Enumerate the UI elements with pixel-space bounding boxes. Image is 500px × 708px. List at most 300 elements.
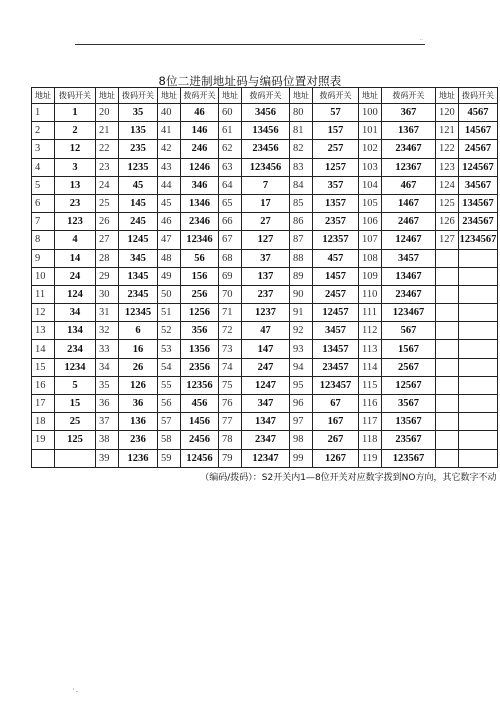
dip-code-cell: 7	[242, 176, 290, 194]
dip-code-cell: 46	[181, 104, 219, 122]
dip-code-cell	[459, 322, 498, 340]
dip-code-cell: 2567	[382, 358, 436, 376]
dip-code-cell: 23	[55, 194, 96, 212]
dip-code-cell: 246	[181, 140, 219, 158]
address-cell: 83	[290, 158, 313, 176]
address-cell: 94	[290, 358, 313, 376]
dip-code-cell: 3456	[242, 104, 290, 122]
dip-code-cell: 23567	[382, 431, 436, 449]
header-mark: ..	[420, 36, 423, 42]
address-cell: 27	[96, 231, 119, 249]
table-row	[32, 395, 498, 413]
dip-code-cell: 1347	[242, 413, 290, 431]
address-cell: 92	[290, 322, 313, 340]
address-cell: 86	[290, 213, 313, 231]
address-cell: 111	[359, 304, 382, 322]
dip-code-cell: 356	[181, 322, 219, 340]
header-address: 地址	[290, 88, 313, 104]
address-cell: 20	[96, 104, 119, 122]
address-cell: 85	[290, 194, 313, 212]
dip-code-cell: 67	[313, 395, 359, 413]
dip-code-cell: 34	[55, 304, 96, 322]
address-cell: 76	[219, 395, 242, 413]
dip-code-cell: 1357	[313, 194, 359, 212]
dip-code-cell: 3457	[313, 322, 359, 340]
dip-code-cell: 345	[119, 249, 158, 267]
address-cell: 114	[359, 358, 382, 376]
address-cell: 34	[96, 358, 119, 376]
address-cell: 125	[436, 194, 459, 212]
address-cell: 40	[158, 104, 181, 122]
dip-code-cell	[55, 449, 96, 467]
address-cell: 96	[290, 395, 313, 413]
dip-code-cell: 357	[313, 176, 359, 194]
dip-code-cell: 12367	[382, 158, 436, 176]
dip-code-cell	[459, 249, 498, 267]
address-cell: 43	[158, 158, 181, 176]
address-cell	[436, 304, 459, 322]
dip-code-cell: 1367	[382, 122, 436, 140]
address-cell: 5	[32, 176, 55, 194]
dip-code-cell: 1345	[119, 267, 158, 285]
dip-code-cell: 25	[55, 413, 96, 431]
address-cell: 84	[290, 176, 313, 194]
dip-code-cell: 1237	[242, 304, 290, 322]
address-cell: 11	[32, 285, 55, 303]
address-cell: 4	[32, 158, 55, 176]
dip-code-cell: 1236	[119, 449, 158, 467]
table-row	[32, 158, 498, 176]
address-cell: 103	[359, 158, 382, 176]
dip-code-cell: 2345	[119, 285, 158, 303]
table-note: （编码/拨码）：S2开关内1—8位开关对应数字拨到NO方向，其它数字不动	[200, 472, 497, 483]
address-cell: 69	[219, 267, 242, 285]
address-cell: 30	[96, 285, 119, 303]
address-cell: 98	[290, 431, 313, 449]
address-cell: 112	[359, 322, 382, 340]
address-cell: 23	[96, 158, 119, 176]
table-row	[32, 376, 498, 394]
dip-code-cell: 347	[242, 395, 290, 413]
table-row	[32, 122, 498, 140]
header-dip-switch: 拨码开关	[459, 88, 498, 104]
header-dip-switch: 拨码开关	[119, 88, 158, 104]
table-row	[32, 213, 498, 231]
dip-code-cell: 127	[242, 231, 290, 249]
table-row	[32, 322, 498, 340]
address-cell: 121	[436, 122, 459, 140]
dip-code-cell: 37	[242, 249, 290, 267]
dip-code-cell: 467	[382, 176, 436, 194]
address-cell	[32, 449, 55, 467]
address-cell: 110	[359, 285, 382, 303]
address-cell: 52	[158, 322, 181, 340]
dip-code-cell: 146	[181, 122, 219, 140]
dip-code-cell: 346	[181, 176, 219, 194]
address-cell: 97	[290, 413, 313, 431]
table-row	[32, 194, 498, 212]
dip-code-cell: 1247	[242, 376, 290, 394]
dip-code-cell: 4567	[459, 104, 498, 122]
address-cell: 81	[290, 122, 313, 140]
address-cell: 116	[359, 395, 382, 413]
header-address: 地址	[32, 88, 55, 104]
dip-code-cell: 23456	[242, 140, 290, 158]
dip-code-cell: 6	[119, 322, 158, 340]
dip-code-cell	[459, 267, 498, 285]
address-cell: 35	[96, 376, 119, 394]
dip-code-cell: 234567	[459, 213, 498, 231]
address-cell: 21	[96, 122, 119, 140]
table-row	[32, 267, 498, 285]
dip-code-cell: 123457	[313, 376, 359, 394]
dip-code-cell: 125	[55, 431, 96, 449]
dip-code-cell: 12457	[313, 304, 359, 322]
dip-code-cell: 2467	[382, 213, 436, 231]
address-cell: 31	[96, 304, 119, 322]
note-row	[32, 467, 498, 485]
dip-code-cell: 2357	[313, 213, 359, 231]
address-cell: 122	[436, 140, 459, 158]
address-cell: 123	[436, 158, 459, 176]
dip-code-cell: 12345	[119, 304, 158, 322]
dip-code-cell: 236	[119, 431, 158, 449]
dip-code-cell	[459, 285, 498, 303]
dip-code-cell: 12357	[313, 231, 359, 249]
dip-code-cell: 13567	[382, 413, 436, 431]
address-cell: 108	[359, 249, 382, 267]
address-cell: 91	[290, 304, 313, 322]
table-row	[32, 413, 498, 431]
dip-code-cell: 47	[242, 322, 290, 340]
address-cell	[436, 322, 459, 340]
dip-code-cell: 124	[55, 285, 96, 303]
dip-code-cell: 2	[55, 122, 96, 140]
address-cell: 58	[158, 431, 181, 449]
dip-code-cell: 235	[119, 140, 158, 158]
dip-code-cell: 12456	[181, 449, 219, 467]
address-cell: 105	[359, 194, 382, 212]
page-title: 8位二进制地址码与编码位置对照表	[158, 74, 342, 88]
dip-code-cell: 5	[55, 376, 96, 394]
dip-code-cell: 137	[242, 267, 290, 285]
address-cell: 55	[158, 376, 181, 394]
address-cell: 124	[436, 176, 459, 194]
dip-code-cell: 27	[242, 213, 290, 231]
address-cell	[436, 340, 459, 358]
address-cell: 37	[96, 413, 119, 431]
dip-code-cell: 1234	[55, 358, 96, 376]
dip-code-cell: 3	[55, 158, 96, 176]
header-dip-switch: 拨码开关	[55, 88, 96, 104]
dip-code-cell: 123	[55, 213, 96, 231]
dip-code-cell: 123567	[382, 449, 436, 467]
address-cell: 38	[96, 431, 119, 449]
address-cell: 6	[32, 194, 55, 212]
address-cell: 7	[32, 213, 55, 231]
address-cell: 87	[290, 231, 313, 249]
header-dip-switch: 拨码开关	[181, 88, 219, 104]
address-cell	[436, 267, 459, 285]
dip-code-cell: 45	[119, 176, 158, 194]
table-header-row	[32, 88, 498, 104]
address-cell: 101	[359, 122, 382, 140]
address-cell: 2	[32, 122, 55, 140]
address-cell	[436, 413, 459, 431]
dip-code-cell	[459, 340, 498, 358]
dip-code-cell: 1346	[181, 194, 219, 212]
dip-code-cell: 134	[55, 322, 96, 340]
dip-code-cell: 13	[55, 176, 96, 194]
dip-code-cell: 457	[313, 249, 359, 267]
dip-code-cell: 23467	[382, 140, 436, 158]
dip-code-cell: 15	[55, 395, 96, 413]
dip-code-cell: 12	[55, 140, 96, 158]
header-address: 地址	[219, 88, 242, 104]
address-cell: 36	[96, 395, 119, 413]
address-cell: 25	[96, 194, 119, 212]
address-cell: 106	[359, 213, 382, 231]
address-cell: 80	[290, 104, 313, 122]
dip-code-cell	[459, 395, 498, 413]
dip-code-cell: 1256	[181, 304, 219, 322]
address-cell: 42	[158, 140, 181, 158]
dip-code-cell: 234	[55, 340, 96, 358]
dip-code-cell: 2456	[181, 431, 219, 449]
address-cell: 126	[436, 213, 459, 231]
dip-code-cell: 1	[55, 104, 96, 122]
dip-code-cell: 1245	[119, 231, 158, 249]
header-rule	[75, 44, 425, 45]
address-cell: 59	[158, 449, 181, 467]
table-row	[32, 104, 498, 122]
dip-code-cell: 123456	[242, 158, 290, 176]
dip-code-cell: 12347	[242, 449, 290, 467]
dip-code-cell: 456	[181, 395, 219, 413]
dip-code-cell: 24567	[459, 140, 498, 158]
dip-code-cell: 1457	[313, 267, 359, 285]
address-cell: 17	[32, 395, 55, 413]
address-cell: 1	[32, 104, 55, 122]
address-cell: 53	[158, 340, 181, 358]
dip-code-cell: 14567	[459, 122, 498, 140]
address-cell: 102	[359, 140, 382, 158]
dip-code-cell: 2457	[313, 285, 359, 303]
address-cell: 78	[219, 431, 242, 449]
dip-code-cell: 126	[119, 376, 158, 394]
address-cell: 49	[158, 267, 181, 285]
address-cell: 68	[219, 249, 242, 267]
address-cell: 16	[32, 376, 55, 394]
address-cell: 72	[219, 322, 242, 340]
dip-code-cell: 12467	[382, 231, 436, 249]
address-cell: 90	[290, 285, 313, 303]
dip-code-cell: 1267	[313, 449, 359, 467]
dip-code-cell: 2347	[242, 431, 290, 449]
dip-code-cell: 134567	[459, 194, 498, 212]
dip-code-cell	[459, 376, 498, 394]
address-cell: 62	[219, 140, 242, 158]
dip-code-cell: 35	[119, 104, 158, 122]
dip-code-cell	[459, 304, 498, 322]
dip-code-cell: 157	[313, 122, 359, 140]
address-cell: 19	[32, 431, 55, 449]
address-cell: 15	[32, 358, 55, 376]
address-cell: 14	[32, 340, 55, 358]
address-cell: 48	[158, 249, 181, 267]
dip-code-cell: 36	[119, 395, 158, 413]
address-cell: 64	[219, 176, 242, 194]
header-dip-switch: 拨码开关	[313, 88, 359, 104]
dip-code-cell: 1467	[382, 194, 436, 212]
address-cell: 8	[32, 231, 55, 249]
dip-code-cell: 56	[181, 249, 219, 267]
address-cell	[436, 395, 459, 413]
address-cell: 115	[359, 376, 382, 394]
address-cell: 118	[359, 431, 382, 449]
address-cell: 99	[290, 449, 313, 467]
header-address: 地址	[436, 88, 459, 104]
address-cell: 50	[158, 285, 181, 303]
address-cell: 56	[158, 395, 181, 413]
address-cell	[436, 358, 459, 376]
address-cell: 13	[32, 322, 55, 340]
address-cell: 63	[219, 158, 242, 176]
address-cell	[436, 376, 459, 394]
address-cell	[436, 449, 459, 467]
dip-code-cell: 267	[313, 431, 359, 449]
dip-code-cell: 23457	[313, 358, 359, 376]
dip-code-cell: 567	[382, 322, 436, 340]
dip-code-cell: 135	[119, 122, 158, 140]
address-cell: 79	[219, 449, 242, 467]
dip-code-cell: 3567	[382, 395, 436, 413]
address-cell: 61	[219, 122, 242, 140]
address-cell: 93	[290, 340, 313, 358]
table-row	[32, 358, 498, 376]
address-cell: 41	[158, 122, 181, 140]
dip-code-cell: 1567	[382, 340, 436, 358]
dip-code-cell: 1234567	[459, 231, 498, 249]
address-cell: 66	[219, 213, 242, 231]
table-row	[32, 340, 498, 358]
table-row	[32, 249, 498, 267]
dip-code-cell: 57	[313, 104, 359, 122]
dip-code-cell: 14	[55, 249, 96, 267]
address-cell: 10	[32, 267, 55, 285]
dip-code-cell: 156	[181, 267, 219, 285]
dip-code-cell: 13456	[242, 122, 290, 140]
table-row	[32, 231, 498, 249]
table-row	[32, 449, 498, 467]
dip-code-cell: 12356	[181, 376, 219, 394]
address-code-table	[31, 87, 498, 485]
dip-code-cell: 17	[242, 194, 290, 212]
dip-code-cell: 145	[119, 194, 158, 212]
address-cell: 32	[96, 322, 119, 340]
dip-code-cell: 13467	[382, 267, 436, 285]
dip-code-cell	[459, 413, 498, 431]
address-cell: 88	[290, 249, 313, 267]
table-row	[32, 285, 498, 303]
address-cell: 117	[359, 413, 382, 431]
dip-code-cell	[459, 358, 498, 376]
address-cell: 39	[96, 449, 119, 467]
dip-code-cell: 34567	[459, 176, 498, 194]
dip-code-cell: 1235	[119, 158, 158, 176]
address-cell: 26	[96, 213, 119, 231]
dip-code-cell: 12567	[382, 376, 436, 394]
dip-code-cell: 3457	[382, 249, 436, 267]
dip-code-cell	[459, 431, 498, 449]
address-cell: 75	[219, 376, 242, 394]
dip-code-cell: 367	[382, 104, 436, 122]
address-cell	[436, 431, 459, 449]
header-address: 地址	[96, 88, 119, 104]
table-row	[32, 431, 498, 449]
address-cell: 67	[219, 231, 242, 249]
dip-code-cell: 16	[119, 340, 158, 358]
header-dip-switch: 拨码开关	[242, 88, 290, 104]
dip-code-cell: 1356	[181, 340, 219, 358]
dip-code-cell: 237	[242, 285, 290, 303]
address-cell: 100	[359, 104, 382, 122]
address-cell: 73	[219, 340, 242, 358]
dip-code-cell: 4	[55, 231, 96, 249]
dip-code-cell: 12346	[181, 231, 219, 249]
address-cell: 95	[290, 376, 313, 394]
address-cell: 29	[96, 267, 119, 285]
address-cell: 77	[219, 413, 242, 431]
header-address: 地址	[158, 88, 181, 104]
dip-code-cell: 257	[313, 140, 359, 158]
dip-code-cell: 2346	[181, 213, 219, 231]
address-cell: 74	[219, 358, 242, 376]
address-cell: 71	[219, 304, 242, 322]
address-cell: 70	[219, 285, 242, 303]
dip-code-cell: 13457	[313, 340, 359, 358]
address-cell: 65	[219, 194, 242, 212]
address-cell: 60	[219, 104, 242, 122]
dip-code-cell: 245	[119, 213, 158, 231]
dip-code-cell: 26	[119, 358, 158, 376]
dip-code-cell: 256	[181, 285, 219, 303]
table-body	[32, 104, 498, 468]
address-cell: 47	[158, 231, 181, 249]
address-cell: 113	[359, 340, 382, 358]
table-row	[32, 304, 498, 322]
dip-code-cell: 136	[119, 413, 158, 431]
dip-code-cell	[459, 449, 498, 467]
address-cell: 127	[436, 231, 459, 249]
dip-code-cell: 1456	[181, 413, 219, 431]
dip-code-cell: 167	[313, 413, 359, 431]
address-cell: 120	[436, 104, 459, 122]
dip-code-cell: 124567	[459, 158, 498, 176]
address-cell: 104	[359, 176, 382, 194]
dip-code-cell: 247	[242, 358, 290, 376]
dip-code-cell: 1246	[181, 158, 219, 176]
dip-code-cell: 1257	[313, 158, 359, 176]
dip-code-cell: 23467	[382, 285, 436, 303]
header-address: 地址	[359, 88, 382, 104]
footer-mark: ' -	[73, 689, 78, 695]
address-cell: 22	[96, 140, 119, 158]
address-cell: 28	[96, 249, 119, 267]
address-cell: 51	[158, 304, 181, 322]
address-cell: 44	[158, 176, 181, 194]
dip-code-cell: 2356	[181, 358, 219, 376]
